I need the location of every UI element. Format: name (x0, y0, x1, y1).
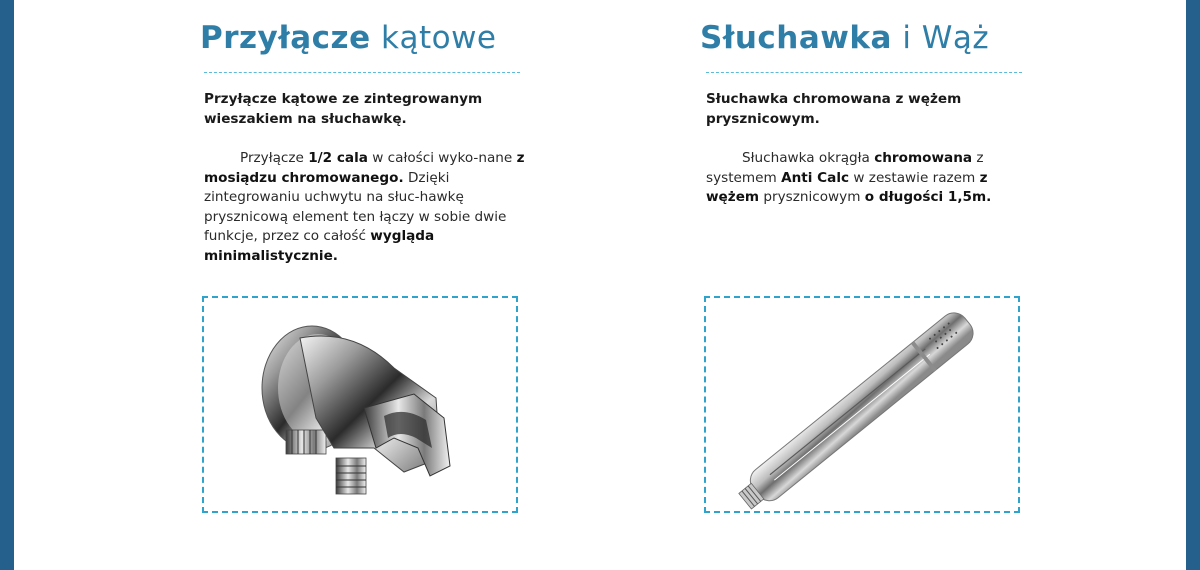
title-light: i Wąż (902, 20, 990, 56)
hand-shower-image (706, 298, 1018, 511)
section-title-hand-shower (690, 20, 1030, 64)
text-run: w całości wyko-nane (367, 150, 517, 166)
text-run: Przyłącze (240, 150, 309, 166)
dashed-divider (204, 72, 520, 73)
section-title-angle-connector (188, 20, 528, 64)
product-image-frame (202, 296, 518, 513)
text-run: w zestawie razem (849, 169, 980, 186)
title-light: kątowe (381, 20, 497, 56)
text-run: prysznicowym (759, 189, 865, 205)
product-image-frame (704, 296, 1020, 513)
bold-run: chromowana (874, 150, 973, 166)
column-hand-shower (690, 0, 1030, 208)
bold-run: z wężem (706, 169, 988, 205)
title-strong: Słuchawka (700, 20, 892, 56)
text-run: Dzięki zintegrowaniu uchwytu na słuc-hawkę prysznicową element ten łączy w sobie dwie funkcje, przez co całość (204, 169, 507, 244)
lead-text: Przyłącze kątowe ze zintegrowanym wieszakiem na słuchawkę. (204, 91, 483, 127)
dashed-divider (706, 72, 1022, 73)
text-run: Słuchawka okrągła (742, 150, 875, 166)
bold-run: Anti Calc (781, 169, 850, 186)
content-panel (14, 0, 1186, 570)
text-run: z systemem (706, 150, 984, 186)
bold-run: z mosiądzu chromowanego. (204, 150, 525, 186)
bold-run: o długości 1,5m. (864, 189, 992, 205)
column-angle-connector (188, 0, 528, 266)
lead-text: Słuchawka chromowana z wężem prysznicowym. (706, 91, 962, 127)
title-strong: Przyłącze (200, 20, 371, 56)
bold-run: wygląda minimalistycznie. (204, 228, 435, 264)
angle-connector-image (204, 298, 516, 511)
description-text (204, 149, 528, 266)
bold-run: 1/2 cala (308, 150, 368, 166)
description-text (706, 149, 1030, 208)
